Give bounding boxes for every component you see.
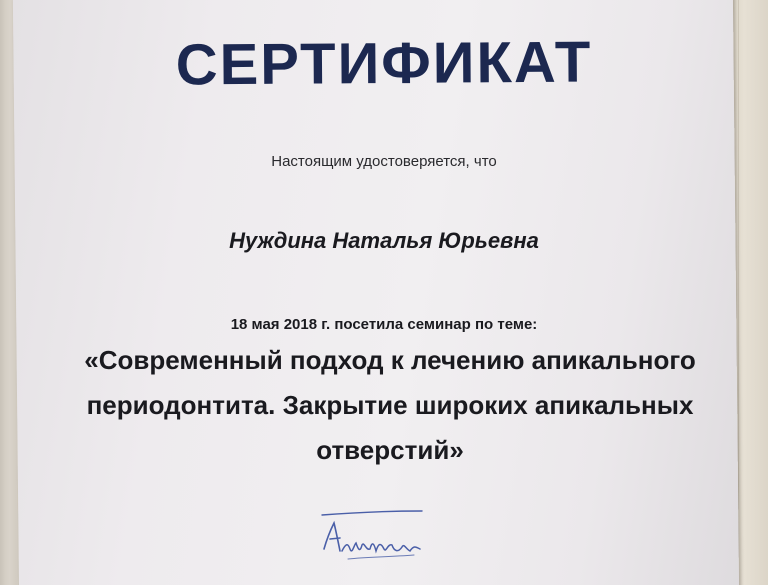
seminar-topic: «Современный подход к лечению апикального периодонтита. Закрытие широких апикальных отверстий» — [84, 345, 696, 465]
intro-text: Настоящим удостоверяется, что — [271, 153, 497, 170]
seminar-date-line: 18 мая 2018 г. посетила семинар по теме: — [230, 316, 538, 333]
handwritten-signature — [318, 505, 428, 567]
recipient-name: Нуждина Наталья Юрьевна — [229, 228, 539, 253]
certificate-title: СЕРТИФИКАТ — [175, 29, 593, 98]
